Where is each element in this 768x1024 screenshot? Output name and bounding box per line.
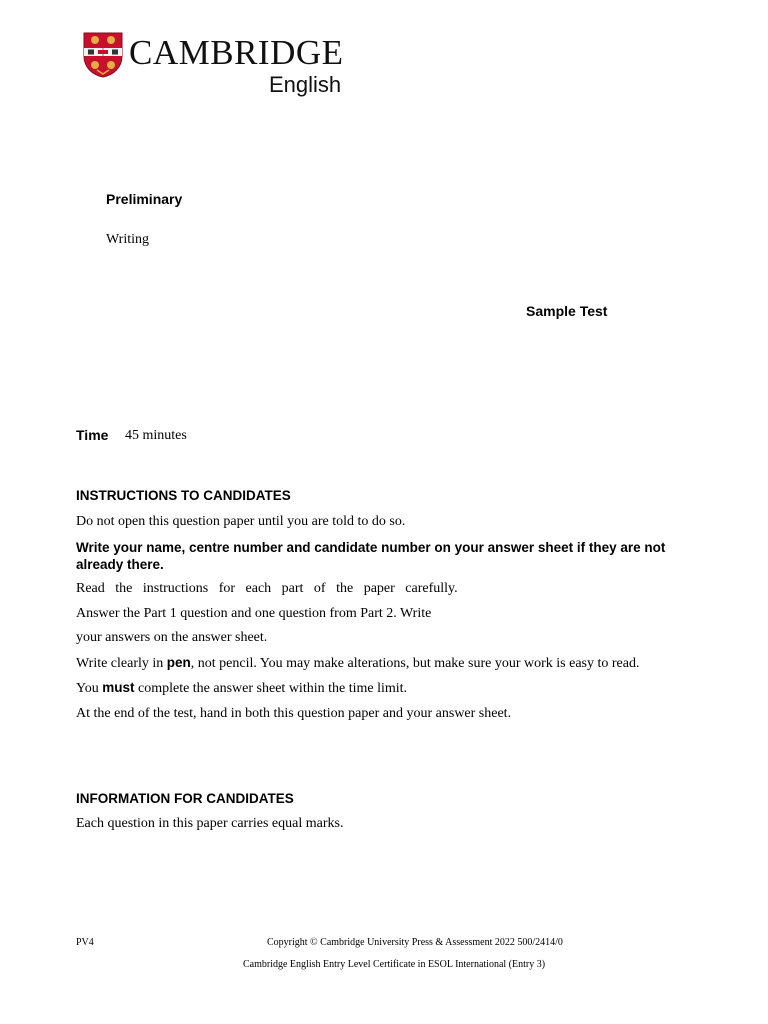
footer-copyright: Copyright © Cambridge University Press & Assessment 2022 500/2414/0: [267, 937, 563, 948]
information-heading: INFORMATION FOR CANDIDATES: [76, 791, 294, 806]
instruction-line: At the end of the test, hand in both this question paper and your answer sheet.: [76, 706, 512, 721]
instruction-text: You: [76, 681, 103, 696]
instruction-text: Write clearly in: [76, 656, 167, 671]
information-line: Each question in this paper carries equal marks.: [76, 816, 344, 831]
time-label: Time: [76, 427, 109, 443]
instruction-text: , not pencil. You may make alterations, but make sure your work is easy to read.: [190, 656, 640, 671]
cambridge-english-logo: [83, 30, 353, 100]
instruction-line: Read the instructions for each part of the paper carefully.: [76, 581, 458, 596]
time-value: 45 minutes: [125, 428, 187, 443]
emphasis-must: must: [102, 680, 135, 695]
instruction-line: Answer the Part 1 question and one question from Part 2. Write: [76, 606, 432, 621]
sample-test-label: Sample Test: [526, 303, 608, 319]
logo-wordmark: CAMBRIDGE: [129, 33, 344, 72]
instruction-line-bold: Write your name, centre number and candidate number on your answer sheet if they are not already there.: [76, 540, 666, 572]
instructions-heading: INSTRUCTIONS TO CANDIDATES: [76, 488, 291, 503]
footer-qualification: Cambridge English Entry Level Certificate in ESOL International (Entry 3): [243, 959, 546, 970]
cambridge-shield-icon: [83, 32, 123, 78]
exam-component: Writing: [106, 232, 149, 247]
instruction-line: your answers on the answer sheet.: [76, 630, 268, 645]
instruction-line: Do not open this question paper until you are told to do so.: [76, 514, 406, 529]
logo-subtitle: English: [269, 72, 342, 97]
instruction-line: [76, 680, 407, 697]
exam-level: Preliminary: [106, 191, 183, 207]
instruction-line: [76, 655, 639, 672]
emphasis-pen: pen: [166, 655, 191, 670]
footer-code: PV4: [76, 937, 94, 948]
instruction-text: complete the answer sheet within the time limit.: [134, 681, 408, 696]
